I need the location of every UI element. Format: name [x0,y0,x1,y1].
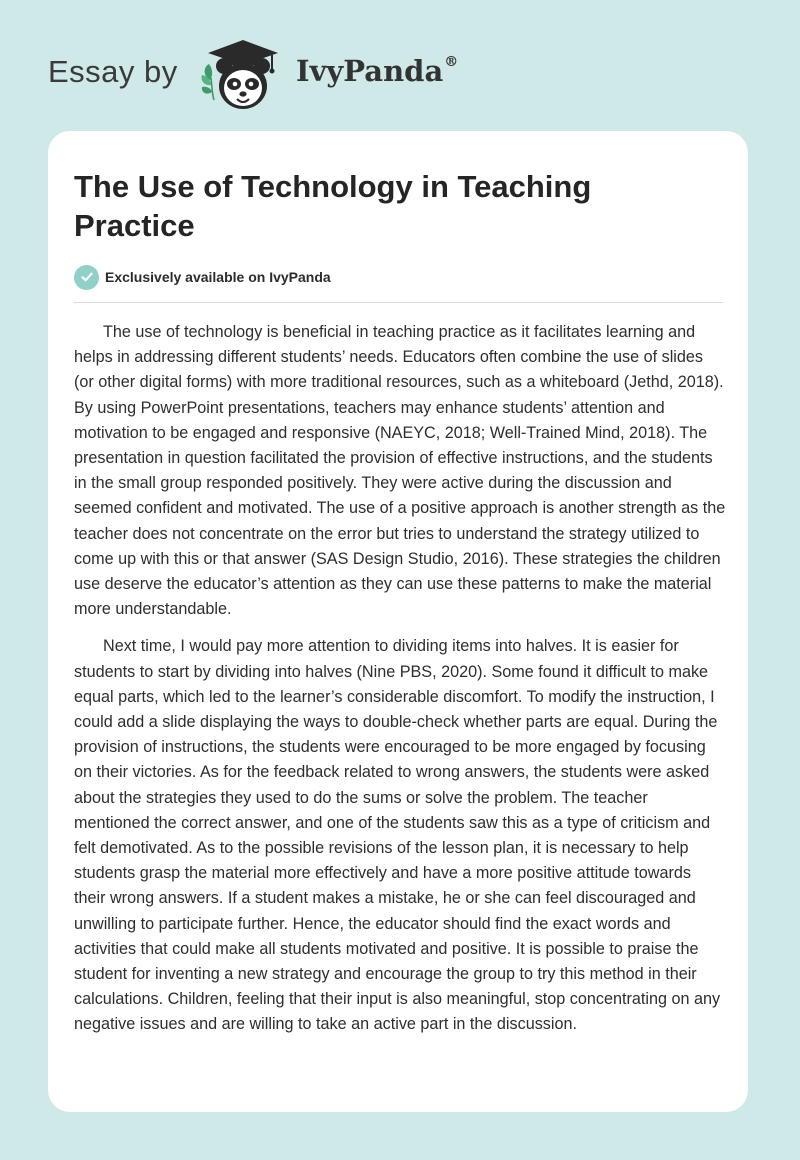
check-icon [74,265,99,290]
registered-mark: ® [444,54,459,70]
brand-name[interactable]: IvyPanda® [296,54,459,88]
paragraph: The use of technology is beneficial in teaching practice as it facilitates learning and helps in addressing different students’ needs. Educators often combine the use of slides (or other digital forms) with more traditional resources, such as a whiteboard (Jethd, 2018). By using PowerPoint presentations, teachers may enhance students’ attention and motivation to be engaged and responsive (NAEYC, 2018; Well-Trained Mind, 2018). The presentation in question facilitated the provision of effective instructions, and the students in the small group responded positively. They were active during the discussion and seemed confident and motivated. The use of a positive approach is another strength as the teacher does not concentrate on the error but tries to understand the strategy utilized to come up with this or that answer (SAS Design Studio, 2016). These strategies the children use deserve the educator’s attention as they can use these patterns to make the material more understandable. [74,323,726,619]
exclusive-badge [74,264,331,290]
divider [74,302,723,303]
essay-by-label: Essay by [48,54,178,89]
panda-logo-icon[interactable] [200,36,282,114]
essay-card [48,131,748,1112]
paragraph: Next time, I would pay more attention to dividing items into halves. It is easier for students to start by dividing into halves (Nine PBS, 2020). Some found it difficult to make equal parts, which led to the learner’s considerable discomfort. To modify the instruction, I could add a slide displaying the ways to double-check whether parts are equal. During the provision of instructions, the students were encouraged to be more engaged by focusing on their victories. As for the feedback related to wrong answers, the students were asked about the strategies they used to do the sums or solve the problem. The teacher mentioned the correct answer, and one of the students saw this as a type of criticism and felt demotivated. As to the possible revisions of the lesson plan, it is necessary to help students grasp the material more effectively and have a more positive attitude towards their wrong answers. If a student makes a mistake, he or she can feel discouraged and unwilling to participate further. Hence, the educator should find the exact words and activities that could make all students motivated and positive. It is possible to praise the student for inventing a new strategy and encourage the group to try this method in their calculations. Children, feeling that their input is also meaningful, stop concentrating on any negative issues and are willing to take an active part in the discussion. [74,637,721,1034]
exclusive-badge-text: Exclusively available on IvyPanda [105,269,331,285]
site-header [48,30,568,114]
page-title: The Use of Technology in Teaching Practice [74,169,592,243]
essay-body [74,320,726,1050]
